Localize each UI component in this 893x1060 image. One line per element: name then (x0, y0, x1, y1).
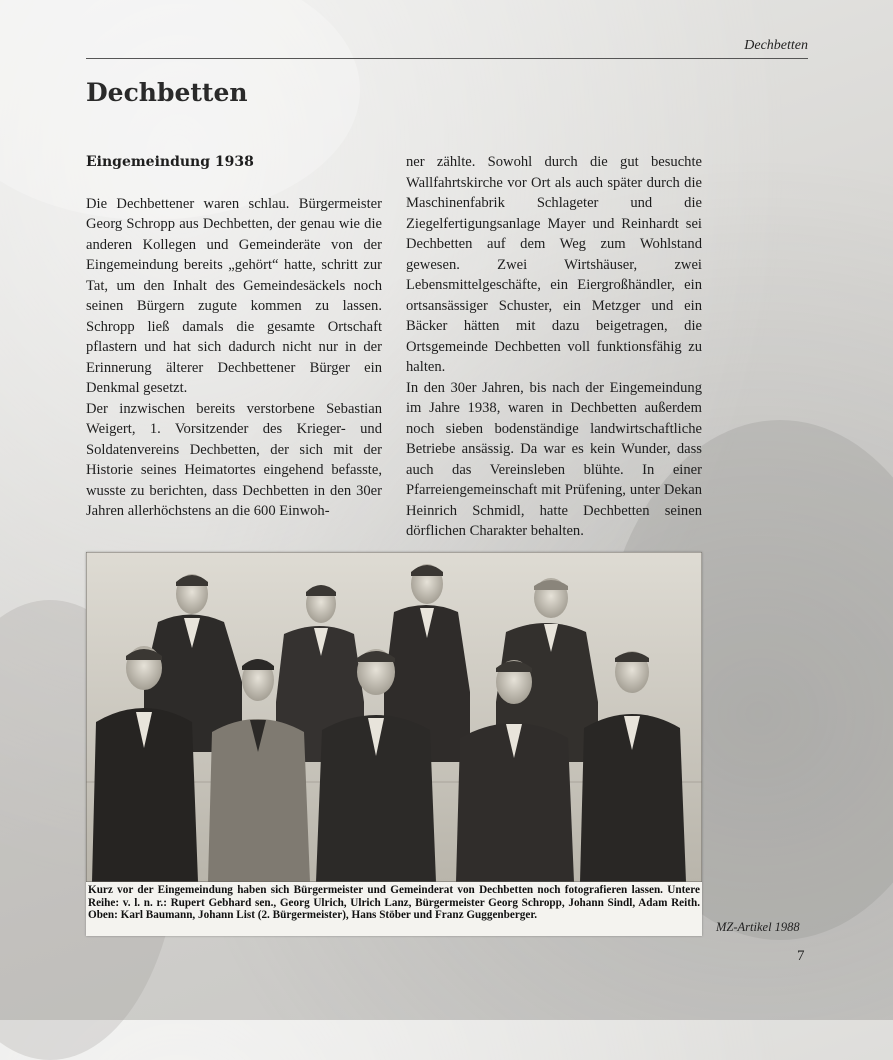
paragraph: Die Dechbettener waren schlau. Bürgermeister Georg Schropp aus Dechbetten, der genau wie die anderen Kollegen und Gemeinderäte von der Eingemeindung bereits „gehört“ hatte, schritt zur Tat, um den Inhalt des Gemeindesäckels noch seinen Bürgern zugute kommen zu lassen. Schropp ließ damals die gesamte Ortschaft pflastern und hat sich dadurch nicht nur in der Erinnerung älterer Dechbettener Bürger ein Denkmal gesetzt. (86, 195, 382, 396)
paragraph: ner zählte. Sowohl durch die gut besuchte Wallfahrtskirche vor Ort als auch später durch die Maschinenfabrik Schlageter und die Ziegelfertigungsanlage Mayer und Reinhardt sei Dechbetten auf dem Weg zum Wohlstand gewesen. Zwei Wirtshäuser, zwei Lebensmittelgeschäfte, ein Eiergroßhändler, ein ortsansässiger Schuster, ein Metzger und ein Bäcker hätten mit dazu beigetragen, die Ortsgemeinde Dechbetten voll funktionsfähig zu halten. (406, 154, 702, 375)
paragraph: In den 30er Jahren, bis nach der Eingemeindung im Jahre 1938, waren in Dechbetten außerdem noch sieben bodenständige landwirtschaftliche Betriebe ansässig. Da war es kein Wunder, dass auch das Vereinsleben blühte. In einer Pfarreiengemeinschaft mit Prüfening, unter Dekan Heinrich Schmidl, hatte Dechbetten seinen dörflichen Charakter behalten. (406, 379, 702, 539)
photo-caption: Kurz vor der Eingemeindung haben sich Bürgermeister und Gemeinderat von Dechbetten noch fotografieren lassen. Untere Reihe: v. l. n. r.: Rupert Gebhard sen., Georg Ulrich, Ulrich Lanz, Bürgermeister Georg Schropp, Johann Sindl, Adam Reith. Oben: Karl Baumann, Johann List (2. Bürgermeister), Hans Stöber und Franz Guggenberger. (88, 884, 700, 921)
photo-credit: MZ-Artikel 1988 (716, 920, 800, 934)
newspaper-clipping (86, 552, 702, 936)
page-number: 7 (797, 948, 805, 964)
text-column-left (86, 152, 382, 542)
group-photo (86, 552, 702, 882)
text-column-right (406, 152, 702, 542)
running-header: Dechbetten (86, 38, 808, 59)
paragraph: Der inzwischen bereits verstorbene Sebastian Weigert, 1. Vorsitzender des Krieger- und Soldatenvereins Dechbetten, der sich mit der Historie seines Heimatortes eingehend befasste, wusste zu berichten, dass Dechbetten in den 30er Jahren allerhöchstens an die 600 Einwoh- (86, 400, 382, 519)
article-body (86, 152, 702, 542)
section-subheading: Eingemeindung 1938 (86, 154, 254, 170)
page-title: Dechbetten (86, 78, 248, 107)
